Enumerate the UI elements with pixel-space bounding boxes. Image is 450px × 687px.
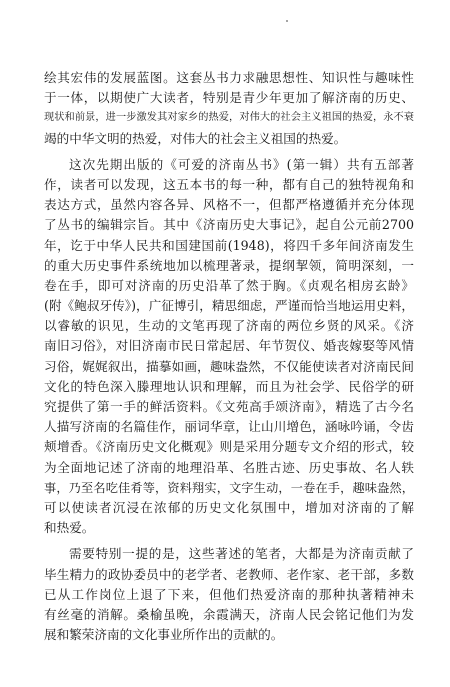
text-line: 年，讫于中华人民共和国建国前(1948)，将四千多年间济南发生 <box>44 237 414 253</box>
text-line: 于一体，以期使广大读者，特别是青少年更加了解济南的历史、 <box>44 90 414 106</box>
text-line: (附《鲍叔牙传》)，广征博引，精思细虑，严谨而恰当地运用史料， <box>44 298 414 314</box>
body-text <box>44 68 414 645</box>
scan-speck <box>286 20 288 22</box>
text-line: 了丛书的编辑宗旨。其中《济南历史大事记》，起自公元前2700 <box>44 217 414 233</box>
text-line: 绘其宏伟的发展蓝图。这套丛书力求融思想性、知识性与趣味性 <box>44 70 414 85</box>
text-line: 南旧习俗》，对旧济南市民日常起居、年节贺仪、婚丧嫁娶等风情 <box>44 338 414 354</box>
text-line: 人描写济南的名篇佳作，丽词华章，让山川增色，涵咏吟诵，令齿 <box>44 419 414 435</box>
text-line: 卷在手，即可对济南的历史沿革了然于胸。《贞观名相房玄龄》 <box>44 277 414 293</box>
text-line: 习俗，娓娓叙出，描摹如画，趣味盎然，不仅能使读者对济南民间 <box>44 358 414 374</box>
text-line: 这次先期出版的《可爱的济南丛书》(第一辑）共有五部著 <box>69 156 414 172</box>
paragraph-1 <box>44 68 414 149</box>
text-line: 可以使读者沉浸在浓郁的历史文化氛围中，增加对济南的了解 <box>44 499 414 515</box>
text-line: 颊增香。《济南历史文化概观》则是采用分题专文介绍的形式，较 <box>44 439 414 455</box>
text-line: 毕生精力的政协委员中的老学者、老教师、老作家、老干部，多数 <box>44 566 414 582</box>
text-line: 竭的中华文明的热爱，对伟大的社会主义祖国的热爱。 <box>44 130 347 146</box>
text-line: 文化的特色深入滕理地认识和理解，而且为社会学、民俗学的研 <box>44 378 414 394</box>
text-line: 有丝毫的消解。桑榆虽晚，余霞满天，济南人民会铭记他们为发 <box>44 606 414 622</box>
text-line: 表达方式，虽然内容各异、风格不一，但都严格遵循并充分体现 <box>44 197 414 213</box>
text-line: 的重大历史事件系统地加以梳理著录，提纲挈领，简明深刻，一 <box>44 257 414 273</box>
text-line: 究提供了第一手的鲜活资料。《文苑高手颂济南》，精选了古今名 <box>44 399 414 414</box>
text-line: 作，读者可以发现，这五本书的每一种，都有自己的独特视角和 <box>44 176 414 192</box>
text-line: 已从工作岗位上退了下来，但他们热爱济南的那种执著精神未 <box>44 586 414 602</box>
paragraph-2 <box>44 155 414 539</box>
text-line: 现状和前景，进一步激发其对家乡的热爱，对伟大的社会主义祖国的热爱，永不衰 <box>44 112 414 124</box>
text-line: 以睿敏的识见，生动的文笔再现了济南的两位乡贤的风采。《济 <box>44 318 414 334</box>
text-line: 事，乃至名吃佳肴等，资料翔实，文字生动，一卷在手，趣味盎然， <box>44 480 414 495</box>
text-line: 展和繁荣济南的文化事业所作出的贡献的。 <box>44 627 284 643</box>
paragraph-3 <box>44 544 414 645</box>
text-line: 为全面地记述了济南的地理沿革、名胜古迹、历史事故、名人轶 <box>44 459 414 475</box>
text-line: 需要特别一提的是，这些著述的笔者，大都是为济南贡献了 <box>69 546 414 562</box>
text-line: 和热爱。 <box>44 520 95 536</box>
